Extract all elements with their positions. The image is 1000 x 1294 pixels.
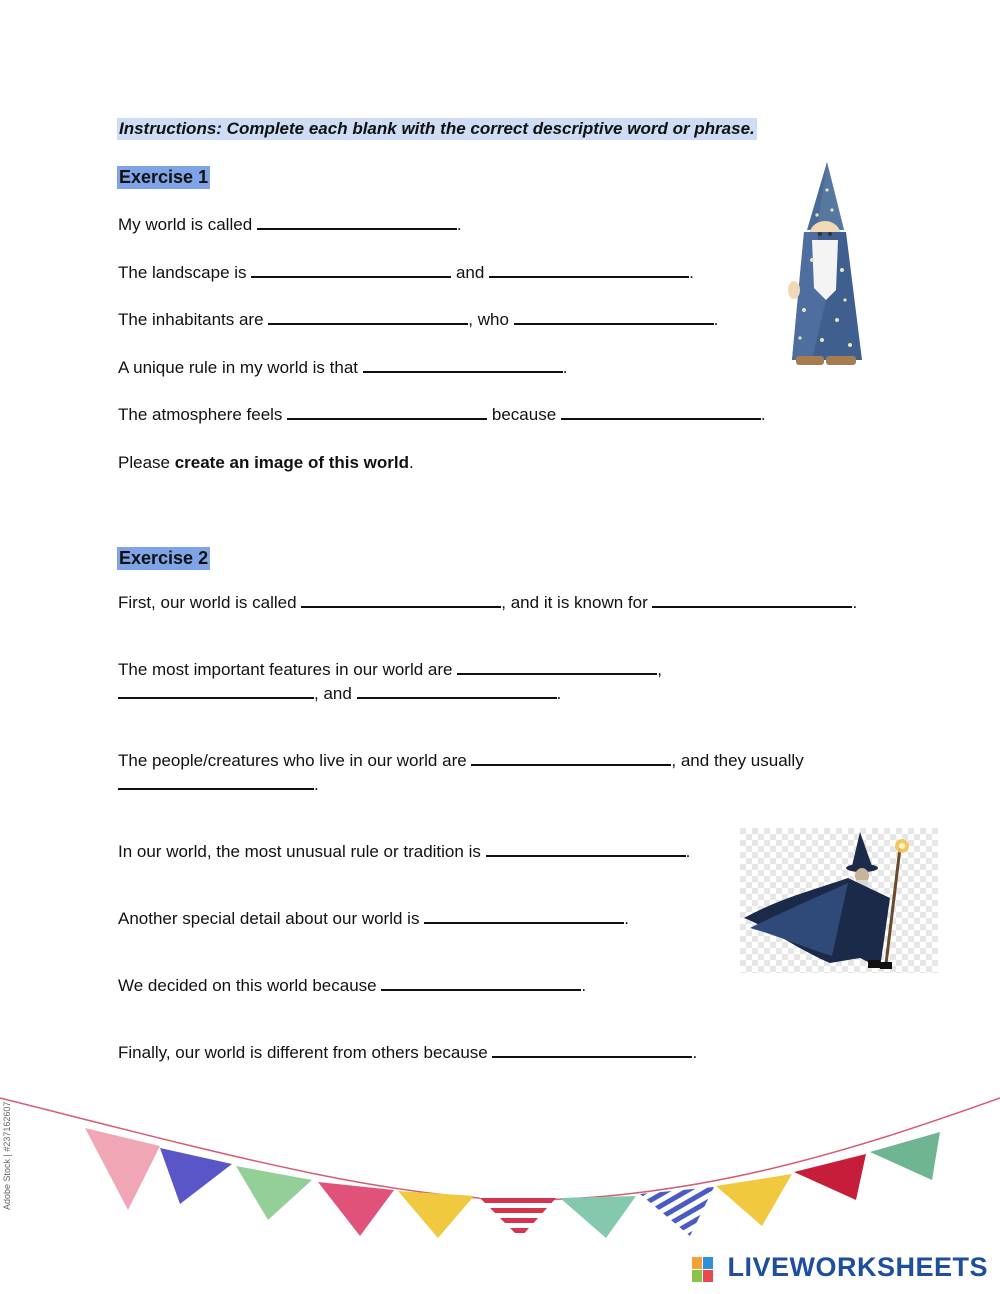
instructions-text: Instructions: Complete each blank with the correct descriptive word or phrase. [119, 119, 755, 138]
ex1-blank-atmosphere-1[interactable] [287, 404, 487, 420]
ex2-line-6: We decided on this world because . [118, 976, 587, 995]
ex2-blank-feature-2[interactable] [118, 683, 314, 699]
ex2-blank-decided-because[interactable] [381, 975, 581, 991]
ex2-blank-special-detail[interactable] [424, 908, 624, 924]
ex1-blank-inhabitants-2[interactable] [514, 309, 714, 325]
ex2-line-7: Finally, our world is different from others because . [118, 1043, 698, 1062]
exercise-2-heading: Exercise 2 [119, 548, 209, 568]
ex2-line-1: First, our world is called , and it is known for . [118, 593, 858, 612]
ex2-line-5: Another special detail about our world is . [118, 909, 629, 928]
ex2-blank-world-name[interactable] [301, 592, 501, 608]
ex2-blank-creatures[interactable] [471, 750, 671, 766]
ex2-line-3: The people/creatures who live in our world are , and they usually . [118, 751, 804, 794]
ex1-blank-landscape-2[interactable] [489, 262, 689, 278]
ex2-line-4: In our world, the most unusual rule or tradition is . [118, 842, 691, 861]
ex2-line-2: The most important features in our world are , , and . [118, 660, 662, 703]
ex2-blank-known-for[interactable] [652, 592, 852, 608]
liveworksheets-badge-icon [692, 1257, 714, 1283]
ex2-blank-feature-1[interactable] [457, 659, 657, 675]
ex1-line-5: The atmosphere feels because . [118, 405, 766, 424]
ex2-blank-feature-3[interactable] [357, 683, 557, 699]
ex2-blank-different-because[interactable] [492, 1042, 692, 1058]
ex1-line-4: A unique rule in my world is that . [118, 358, 568, 377]
ex1-line-3: The inhabitants are , who . [118, 310, 719, 329]
ex1-blank-unique-rule[interactable] [363, 357, 563, 373]
ex1-blank-atmosphere-2[interactable] [561, 404, 761, 420]
ex1-line-2: The landscape is and . [118, 263, 694, 282]
bunting-banner-image [0, 1088, 1000, 1248]
ex1-blank-world-name[interactable] [257, 214, 457, 230]
exercise-1-heading: Exercise 1 [119, 167, 209, 187]
wizard-cartoon-image [782, 160, 872, 372]
ex2-blank-they-usually[interactable] [118, 774, 314, 790]
ex1-blank-landscape-1[interactable] [251, 262, 451, 278]
side-credit-text: Adobe Stock | #237162607 [2, 1101, 12, 1210]
wizard-dark-image [740, 828, 938, 973]
ex1-closing: Please create an image of this world. [118, 453, 414, 472]
ex1-blank-inhabitants-1[interactable] [268, 309, 468, 325]
liveworksheets-logo-text[interactable]: LIVEWORKSHEETS [727, 1252, 988, 1282]
ex1-line-1: My world is called . [118, 215, 462, 234]
ex2-blank-unusual-rule[interactable] [486, 841, 686, 857]
